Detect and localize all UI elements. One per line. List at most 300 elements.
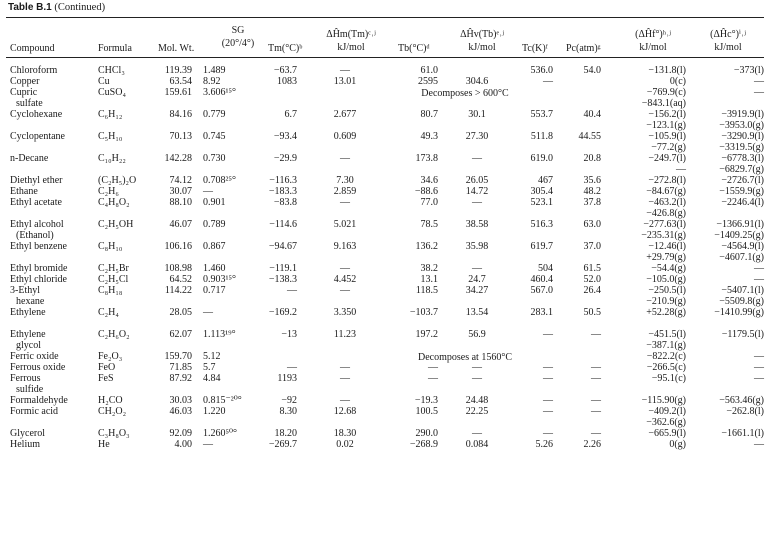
heat-of-combustion-value: −373(l) [733, 65, 764, 76]
cell-mw: 46.07 [169, 219, 192, 230]
cell-mw: 63.54 [169, 76, 192, 87]
cell-hm: — [340, 395, 350, 406]
heat-of-combustion-value: — [754, 76, 764, 87]
compound-name: Chloroform [10, 65, 58, 76]
cell-tb: 77.0 [420, 197, 438, 208]
compound-name: Cupric [10, 87, 38, 98]
compound-name: glycol [16, 340, 41, 351]
compound-name: Cyclohexane [10, 109, 63, 120]
cell-tb: −268.9 [409, 439, 438, 450]
cell-hm: 13.01 [333, 76, 357, 87]
cell-tb: 80.7 [420, 109, 438, 120]
cell-tb: 38.2 [420, 263, 438, 274]
cell-tm: −183.3 [268, 186, 297, 197]
heat-of-formation-value: −387.1(g) [646, 340, 686, 351]
cell-tm: 1193 [277, 373, 297, 384]
compound-name: n-Decane [10, 153, 49, 164]
cell-tc: 619.7 [530, 241, 553, 252]
cell-tm: −116.3 [269, 175, 297, 186]
compound-name: Ferrous [10, 373, 41, 384]
cell-pc: 20.8 [583, 153, 601, 164]
cell-sg: 0.779 [203, 109, 226, 120]
cell-mw: 46.03 [169, 406, 192, 417]
cell-tc: — [543, 362, 553, 373]
compound-name: Ethyl acetate [10, 197, 62, 208]
cell-pc: — [591, 395, 601, 406]
cell-tc: — [543, 428, 553, 439]
cell-pc: 48.2 [583, 186, 601, 197]
header-mol-wt: Mol. Wt. [158, 43, 195, 54]
heat-of-combustion-value: −1179.5(l) [721, 329, 764, 340]
cell-tc: 5.26 [535, 439, 553, 450]
cell-sg: 0.789 [203, 219, 226, 230]
heat-of-formation-value: −123.1(g) [646, 120, 686, 131]
cell-sg: — [203, 307, 213, 318]
cell-hv: 27.30 [465, 131, 489, 142]
cell-hm: 0.609 [333, 131, 357, 142]
cell-tm: −94.67 [268, 241, 297, 252]
cell-tb: −103.7 [409, 307, 438, 318]
heat-of-formation-value: −105.9(l) [648, 131, 686, 142]
cell-f: C₁₀H₂₂ [98, 153, 126, 164]
cell-tb: 290.0 [415, 428, 438, 439]
heat-of-formation-value: −77.2(g) [651, 142, 686, 153]
cell-sg: 1.113¹⁹° [203, 329, 236, 340]
heat-of-formation-value: −277.63(l) [643, 219, 686, 230]
cell-tc: — [543, 406, 553, 417]
cell-hv: — [472, 263, 482, 274]
top-rule [6, 17, 764, 18]
cell-tc: 567.0 [530, 285, 553, 296]
header-heat-of-vaporization-unit: kJ/mol [468, 42, 496, 53]
cell-hv: 14.72 [465, 186, 489, 197]
heat-of-formation-value: +29.79(g) [646, 252, 686, 263]
heat-of-combustion-value: −262.8(l) [726, 406, 764, 417]
cell-tc: 467 [538, 175, 553, 186]
cell-mw: 30.07 [169, 186, 192, 197]
cell-hm: — [340, 65, 350, 76]
cell-sg: 0.867 [203, 241, 226, 252]
heat-of-combustion-value: −1409.25(g) [714, 230, 764, 241]
cell-tb: 197.2 [415, 329, 438, 340]
cell-tb: 2595 [418, 76, 438, 87]
cell-hv: 0.084 [465, 439, 489, 450]
table-label: Table B.1 [8, 2, 52, 13]
heat-of-combustion-value: −5509.8(g) [719, 296, 764, 307]
compound-name: Ethylene [10, 307, 46, 318]
cell-tm: −138.3 [268, 274, 297, 285]
compound-name: Formic acid [10, 406, 59, 417]
cell-sg: 5.7 [203, 362, 216, 373]
cell-f: CH₂O₂ [98, 406, 127, 417]
heat-of-formation-value: −451.5(l) [648, 329, 686, 340]
header-critical-temperature: Tc(K)ᶠ [522, 43, 548, 54]
cell-hv: 26.05 [465, 175, 489, 186]
cell-f: CHCl₃ [98, 65, 125, 76]
cell-f: C₆H₁₂ [98, 109, 123, 120]
cell-tm: −93.4 [273, 131, 297, 142]
header-melting-point: Tm(°C)ᵇ [268, 43, 303, 54]
header-sg: SG [231, 25, 245, 36]
cell-hv: — [472, 153, 482, 164]
cell-sg: 1.460 [203, 263, 226, 274]
cell-tm: −83.8 [273, 197, 297, 208]
cell-tc: 460.4 [530, 274, 553, 285]
cell-mw: 142.28 [164, 153, 192, 164]
cell-tm: −114.6 [269, 219, 297, 230]
cell-pc: 61.5 [583, 263, 601, 274]
cell-f: Cu [98, 76, 110, 87]
cell-f: C₂H₄ [98, 307, 119, 318]
header-heat-of-combustion-unit: kJ/mol [714, 42, 742, 53]
heat-of-combustion-value: −1661.1(l) [721, 428, 764, 439]
heat-of-combustion-value: −3319.5(g) [719, 142, 764, 153]
heat-of-formation-value: −426.8(g) [646, 208, 686, 219]
cell-hv: 24.48 [465, 395, 489, 406]
cell-hm: 9.163 [333, 241, 357, 252]
heat-of-combustion-value: — [754, 439, 764, 450]
cell-tm: −269.7 [268, 439, 297, 450]
cell-pc: 35.6 [583, 175, 601, 186]
heat-of-formation-value: −409.2(l) [648, 406, 686, 417]
cell-hm: 5.021 [333, 219, 357, 230]
heat-of-formation-value: −250.5(l) [648, 285, 686, 296]
cell-tm: −13 [281, 329, 297, 340]
heat-of-combustion-value: −3919.9(l) [721, 109, 764, 120]
cell-tb: 78.5 [420, 219, 438, 230]
cell-hm: 12.68 [333, 406, 357, 417]
heat-of-combustion-value: −3290.9(l) [721, 131, 764, 142]
heat-of-formation-value: 0(c) [669, 76, 686, 87]
cell-hm: — [340, 153, 350, 164]
heat-of-combustion-value: −1559.9(g) [719, 186, 764, 197]
compound-name: Helium [10, 439, 40, 450]
compound-name: Copper [10, 76, 40, 87]
compound-name: Ferrous oxide [10, 362, 66, 373]
cell-f: C₂H₅OH [98, 219, 134, 230]
cell-hv: 35.98 [465, 241, 489, 252]
cell-hm: 0.02 [336, 439, 354, 450]
header-rule [6, 57, 764, 58]
cell-sg: 0.901 [203, 197, 226, 208]
cell-tc: 523.1 [530, 197, 553, 208]
cell-mw: 87.92 [169, 373, 192, 384]
compound-name: Glycerol [10, 428, 45, 439]
cell-f: H₂CO [98, 395, 123, 406]
heat-of-formation-value: +52.28(g) [646, 307, 686, 318]
cell-hv: 22.25 [465, 406, 489, 417]
compound-name: Ethane [10, 186, 38, 197]
cell-tb: 118.5 [415, 285, 438, 296]
header-heat-of-formation-unit: kJ/mol [639, 42, 667, 53]
cell-tb: 100.5 [415, 406, 438, 417]
cell-tm: — [287, 362, 297, 373]
compound-name: Ethyl alcohol [10, 219, 64, 230]
cell-f: C₅H₁₀ [98, 131, 123, 142]
header-heat-of-fusion-unit: kJ/mol [337, 42, 365, 53]
cell-hv: 30.1 [468, 109, 486, 120]
cell-hm: 18.30 [333, 428, 357, 439]
heat-of-formation-value: −272.8(l) [648, 175, 686, 186]
cell-tc: 536.0 [530, 65, 553, 76]
cell-f: C₂H₅Cl [98, 274, 129, 285]
heat-of-formation-value: −156.2(l) [648, 109, 686, 120]
cell-pc: 40.4 [583, 109, 601, 120]
compound-name: sulfate [16, 98, 43, 109]
cell-mw: 71.85 [169, 362, 192, 373]
cell-hm: — [340, 285, 350, 296]
cell-hv: 24.7 [468, 274, 486, 285]
cell-tc: 553.7 [530, 109, 553, 120]
cell-sg: 1.220 [203, 406, 226, 417]
compound-name: sulfide [16, 384, 44, 395]
cell-sg: 0.745 [203, 131, 226, 142]
heat-of-combustion-value: −4607.1(g) [719, 252, 764, 263]
cell-sg: 0.708²⁵° [203, 175, 236, 186]
cell-hv: — [472, 197, 482, 208]
compound-name: 3-Ethyl [10, 285, 40, 296]
cell-sg: 1.489 [203, 65, 226, 76]
compound-name: (Ethanol) [16, 230, 54, 241]
cell-hv: 304.6 [465, 76, 489, 87]
header-heat-of-vaporization: ΔĤv(Tb)ᵉ˒ʲ [460, 29, 504, 40]
header-heat-of-formation: (ΔĤf°)ʰ˒ʲ [635, 29, 671, 40]
cell-hm: 2.677 [333, 109, 357, 120]
cell-mw: 84.16 [169, 109, 192, 120]
cell-f: C₄H₈O₂ [98, 197, 130, 208]
cell-mw: 114.22 [164, 285, 192, 296]
heat-of-formation-value: −131.8(l) [648, 65, 686, 76]
heat-of-combustion-value: −1410.99(g) [714, 307, 764, 318]
heat-of-combustion-value: — [754, 87, 764, 98]
cell-mw: 62.07 [169, 329, 192, 340]
compound-name: Diethyl ether [10, 175, 63, 186]
cell-hv: — [472, 373, 482, 384]
cell-tc: 516.3 [530, 219, 553, 230]
cell-mw: 119.39 [164, 65, 192, 76]
cell-hv: — [472, 362, 482, 373]
cell-pc: 63.0 [583, 219, 601, 230]
heat-of-formation-value: −463.2(l) [648, 197, 686, 208]
compound-name: Ethyl bromide [10, 263, 68, 274]
cell-sg: — [203, 439, 213, 450]
compound-name: Ethyl benzene [10, 241, 67, 252]
cell-f: C₈H₁₀ [98, 241, 123, 252]
cell-f: C₂H₆ [98, 186, 119, 197]
heat-of-formation-value: −235.31(g) [641, 230, 686, 241]
cell-pc: — [591, 329, 601, 340]
cell-tb: −19.3 [414, 395, 438, 406]
cell-hm: 3.350 [333, 307, 357, 318]
cell-tm: −63.7 [273, 65, 297, 76]
heat-of-formation-value: −266.5(c) [646, 362, 686, 373]
cell-tc: 305.4 [530, 186, 553, 197]
cell-pc: 37.0 [583, 241, 601, 252]
cell-hm: 4.452 [333, 274, 357, 285]
cell-mw: 88.10 [169, 197, 192, 208]
heat-of-formation-value: −249.7(l) [648, 153, 686, 164]
compound-name: Ethyl chloride [10, 274, 67, 285]
compound-name: Ethylene [10, 329, 46, 340]
cell-f: (C₂H₅)₂O [98, 175, 137, 186]
heat-of-formation-value: −12.46(l) [648, 241, 686, 252]
heat-of-formation-value: −115.90(g) [641, 395, 686, 406]
cell-tm: 8.30 [279, 406, 297, 417]
heat-of-combustion-value: −3953.0(g) [719, 120, 764, 131]
cell-hv: — [472, 428, 482, 439]
cell-hm: 11.23 [333, 329, 357, 340]
cell-tb: 49.3 [420, 131, 438, 142]
cell-mw: 106.16 [164, 241, 192, 252]
heat-of-combustion-value: −4564.9(l) [721, 241, 764, 252]
cell-f: C₈H₁₈ [98, 285, 123, 296]
cell-tb: 34.6 [420, 175, 438, 186]
cell-tb: 136.2 [415, 241, 438, 252]
heat-of-formation-value: −210.9(g) [646, 296, 686, 307]
heat-of-formation-value: 0(g) [669, 439, 686, 450]
cell-tm: −92 [281, 395, 297, 406]
cell-sg: 5.12 [203, 351, 221, 362]
heat-of-combustion-value: — [754, 362, 764, 373]
cell-f: CuSO₄ [98, 87, 126, 98]
cell-pc: — [591, 362, 601, 373]
cell-tb: — [428, 362, 438, 373]
cell-tb: — [428, 373, 438, 384]
cell-mw: 4.00 [174, 439, 192, 450]
decomposition-note: Decomposes > 600°C [421, 88, 509, 99]
cell-tm: −119.1 [269, 263, 297, 274]
header-boiling-point: Tb(°C)ᵈ [398, 43, 430, 54]
cell-tm: −169.2 [268, 307, 297, 318]
heat-of-combustion-value: — [754, 373, 764, 384]
table-caption-note: (Continued) [54, 2, 106, 13]
heat-of-combustion-value: — [754, 351, 764, 362]
cell-f: He [98, 439, 110, 450]
cell-pc: 44.55 [578, 131, 601, 142]
cell-tb: 61.0 [420, 65, 438, 76]
cell-mw: 64.52 [169, 274, 192, 285]
header-sg-conditions: (20°/4°) [221, 38, 255, 49]
heat-of-combustion-value: −563.46(g) [719, 395, 764, 406]
cell-tc: 283.1 [530, 307, 553, 318]
cell-hm: — [340, 263, 350, 274]
cell-mw: 70.13 [169, 131, 192, 142]
cell-sg: 0.903¹⁵° [203, 274, 236, 285]
cell-tc: — [543, 329, 553, 340]
heat-of-combustion-value: −6829.7(g) [719, 164, 764, 175]
cell-sg: 8.92 [203, 76, 221, 87]
cell-pc: — [591, 428, 601, 439]
cell-pc: 2.26 [583, 439, 601, 450]
heat-of-formation-value: −105.0(g) [646, 274, 686, 285]
cell-tc: 511.8 [530, 131, 553, 142]
cell-tm: −29.9 [273, 153, 297, 164]
cell-f: FeO [98, 362, 116, 373]
cell-mw: 159.70 [164, 351, 192, 362]
cell-f: C₂H₆O₂ [98, 329, 130, 340]
heat-of-combustion-value: — [754, 263, 764, 274]
cell-sg: 0.730 [203, 153, 226, 164]
cell-tc: 504 [538, 263, 553, 274]
heat-of-combustion-value: −6778.3(l) [721, 153, 764, 164]
cell-mw: 28.05 [169, 307, 192, 318]
heat-of-combustion-value: −2726.7(l) [721, 175, 764, 186]
cell-mw: 30.03 [169, 395, 192, 406]
cell-hv: 56.9 [468, 329, 486, 340]
cell-sg: 4.84 [203, 373, 221, 384]
table-caption [8, 2, 105, 13]
heat-of-formation-value: −822.2(c) [646, 351, 686, 362]
heat-of-formation-value: −362.6(g) [646, 417, 686, 428]
cell-hv: 13.54 [465, 307, 489, 318]
cell-tb: 173.8 [415, 153, 438, 164]
cell-sg: 0.815⁻²⁰° [203, 395, 242, 406]
cell-hm: 7.30 [336, 175, 354, 186]
cell-pc: 37.8 [583, 197, 601, 208]
heat-of-combustion-value: — [754, 274, 764, 285]
cell-f: C₃H₈O₃ [98, 428, 130, 439]
heat-of-formation-value: −769.9(c) [646, 87, 686, 98]
cell-f: Fe₂O₃ [98, 351, 123, 362]
decomposition-note: Decomposes at 1560°C [418, 352, 512, 363]
cell-pc: 52.0 [583, 274, 601, 285]
cell-mw: 92.09 [169, 428, 192, 439]
cell-f: C₂H₅Br [98, 263, 129, 274]
heat-of-formation-value: −84.67(g) [646, 186, 686, 197]
cell-hm: — [340, 197, 350, 208]
cell-pc: 50.5 [583, 307, 601, 318]
cell-tm: 18.20 [274, 428, 297, 439]
cell-mw: 108.98 [164, 263, 192, 274]
cell-f: FeS [98, 373, 114, 384]
heat-of-formation-value: −54.4(g) [651, 263, 686, 274]
heat-of-formation-value: −95.1(c) [651, 373, 686, 384]
heat-of-formation-value: −843.1(aq) [641, 98, 686, 109]
compound-name: hexane [16, 296, 45, 307]
compound-name: Ferric oxide [10, 351, 59, 362]
cell-hm: — [340, 373, 350, 384]
compound-name: Formaldehyde [10, 395, 68, 406]
header-heat-of-combustion: (ΔĤc°)ⁱ˒ʲ [710, 29, 746, 40]
header-critical-pressure: Pc(atm)ᵍ [566, 43, 601, 54]
cell-pc: — [591, 406, 601, 417]
cell-sg: 1.260⁵⁰° [203, 428, 237, 439]
cell-sg: 3.606¹⁵° [203, 87, 236, 98]
compound-name: Cyclopentane [10, 131, 65, 142]
cell-tb: 13.1 [420, 274, 438, 285]
cell-hv: 34.27 [465, 285, 489, 296]
heat-of-combustion-value: −1366.91(l) [716, 219, 764, 230]
cell-mw: 74.12 [169, 175, 192, 186]
header-formula: Formula [98, 43, 132, 54]
cell-mw: 159.61 [164, 87, 192, 98]
cell-tc: 619.0 [530, 153, 553, 164]
cell-hv: 38.58 [465, 219, 489, 230]
header-compound: Compound [10, 43, 55, 54]
cell-tm: 6.7 [284, 109, 297, 120]
cell-sg: 0.717 [203, 285, 226, 296]
heat-of-combustion-value: −5407.1(l) [721, 285, 764, 296]
cell-hm: 2.859 [333, 186, 357, 197]
cell-pc: 26.4 [583, 285, 601, 296]
cell-tm: 1083 [277, 76, 297, 87]
header-heat-of-fusion: ΔĤm(Tm)ᶜ˒ʲ [326, 29, 376, 40]
cell-pc: — [591, 373, 601, 384]
cell-tc: — [543, 395, 553, 406]
heat-of-formation-value: −665.9(l) [648, 428, 686, 439]
heat-of-combustion-value: −2246.4(l) [721, 197, 764, 208]
cell-tc: — [543, 373, 553, 384]
